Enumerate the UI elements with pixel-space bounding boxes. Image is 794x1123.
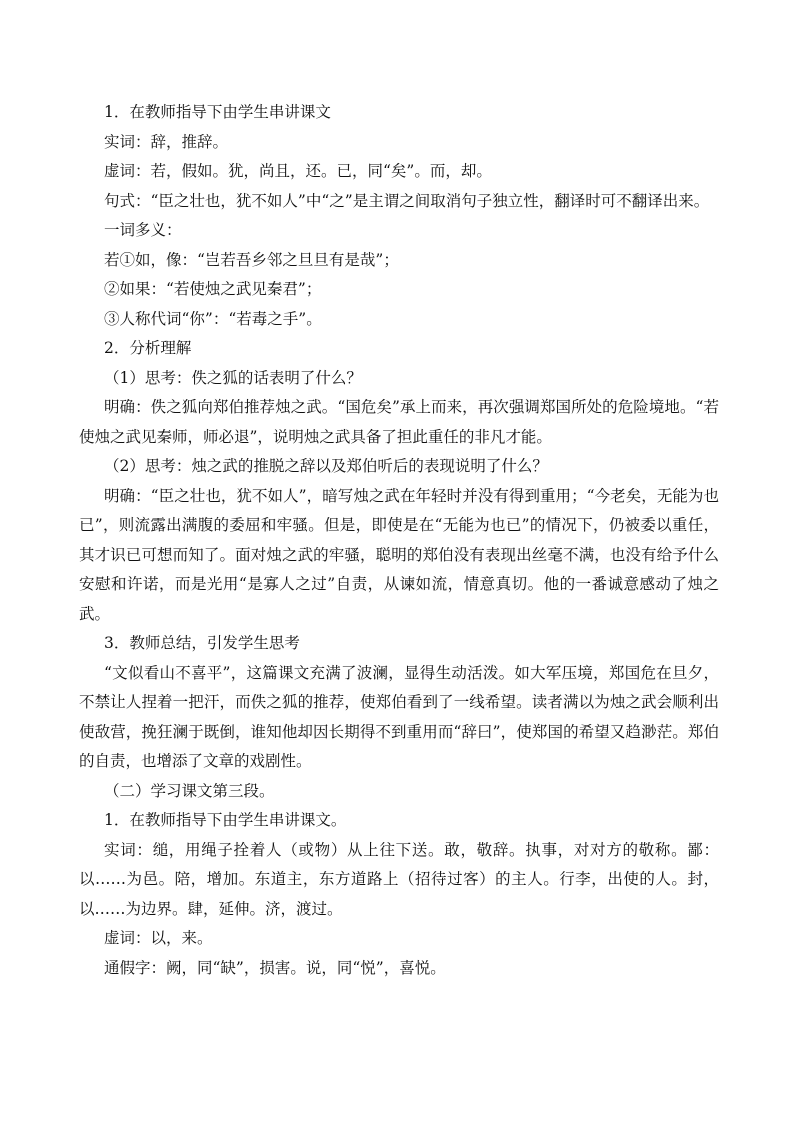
document-body (79, 98, 719, 983)
paragraph-heading-3: 3．教师总结，引发学生思考 (104, 634, 300, 652)
paragraph-question-2: （2）思考：烛之武的推脱之辞以及郑伯听后的表现说明了什么？ (104, 457, 548, 475)
paragraph-ruo-sense-1: 若①如，像：“岂若吾乡邻之旦旦有是哉”； (104, 250, 399, 269)
paragraph-answer-2: 明确：“臣之壮也，犹不如人”，暗写烛之武在年轻时并没有得到重用；“今老矣，无能为也已”，则流露出满腹的委屈和牢骚。但是，即使是在“无能为也已”的情况下，仍被委以重任，其才识已可想而知了。面对烛之武的牢骚，聪明的郑伯没有表现出丝毫不满，也没有给予什么安慰和许诺，而是光用“是寡人之过”自责，从谏如流，情意真切。他的一番诚意感动了烛之武。 (79, 486, 719, 623)
paragraph-heading-2: 2．分析理解 (104, 339, 192, 357)
paragraph-answer-1: 明确：佚之狐向郑伯推荐烛之武。“国危矣”承上而来，再次强调郑国所处的危险境地。“若使烛之武见秦师，师必退”，说明烛之武具备了担此重任的非凡才能。 (79, 398, 719, 446)
paragraph-sentence-pattern: 句式：“臣之壮也，犹不如人”中“之”是主谓之间取消句子独立性，翻译时可不翻译出来。 (104, 191, 710, 210)
paragraph-content-words: 实词：辞，推辞。 (104, 132, 229, 151)
paragraph-summary: “文似看山不喜平”，这篇课文充满了波澜，显得生动活泼。如大军压境，郑国危在旦夕，不禁让人捏着一把汗，而佚之狐的推荐，使郑伯看到了一线希望。读者满以为烛之武会顺利出使敌营，挽狂澜于既倒，谁知他却因长期得不到重用而“辞曰”，使郑国的希望又趋渺茫。郑伯的自责，也增添了文章的戏剧性。 (79, 663, 719, 770)
paragraph-heading-1: 1．在教师指导下由学生串讲课文 (104, 103, 331, 121)
paragraph-content-words-2: 实词：缒，用绳子拴着人（或物）从上往下送。敢，敬辞。执事，对对方的敬称。鄙：以……为邑。陪，增加。东道主，东方道路上（招待过客）的主人。行李，出使的人。封，以……为边界。肆，延伸。济，渡过。 (79, 840, 719, 918)
paragraph-ruo-sense-3: ③人称代词“你”：“若毒之手”。 (104, 309, 322, 328)
paragraph-heading-4: 1．在教师指导下由学生串讲课文。 (104, 811, 347, 829)
paragraph-function-words-2: 虚词：以，来。 (104, 929, 213, 947)
paragraph-ruo-sense-2: ②如果：“若使烛之武见秦君”； (104, 280, 322, 298)
paragraph-loan-characters: 通假字：阙，同“缺”，损害。说，同“悦”，喜悦。 (104, 958, 446, 977)
paragraph-polysemy: 一词多义： (104, 221, 182, 239)
paragraph-section-2: （二）学习课文第三段。 (104, 781, 275, 800)
paragraph-function-words: 虚词：若，假如。犹，尚且，还。已，同“矣”。而，却。 (104, 162, 492, 180)
paragraph-question-1: （1）思考：佚之狐的话表明了什么？ (104, 368, 362, 387)
